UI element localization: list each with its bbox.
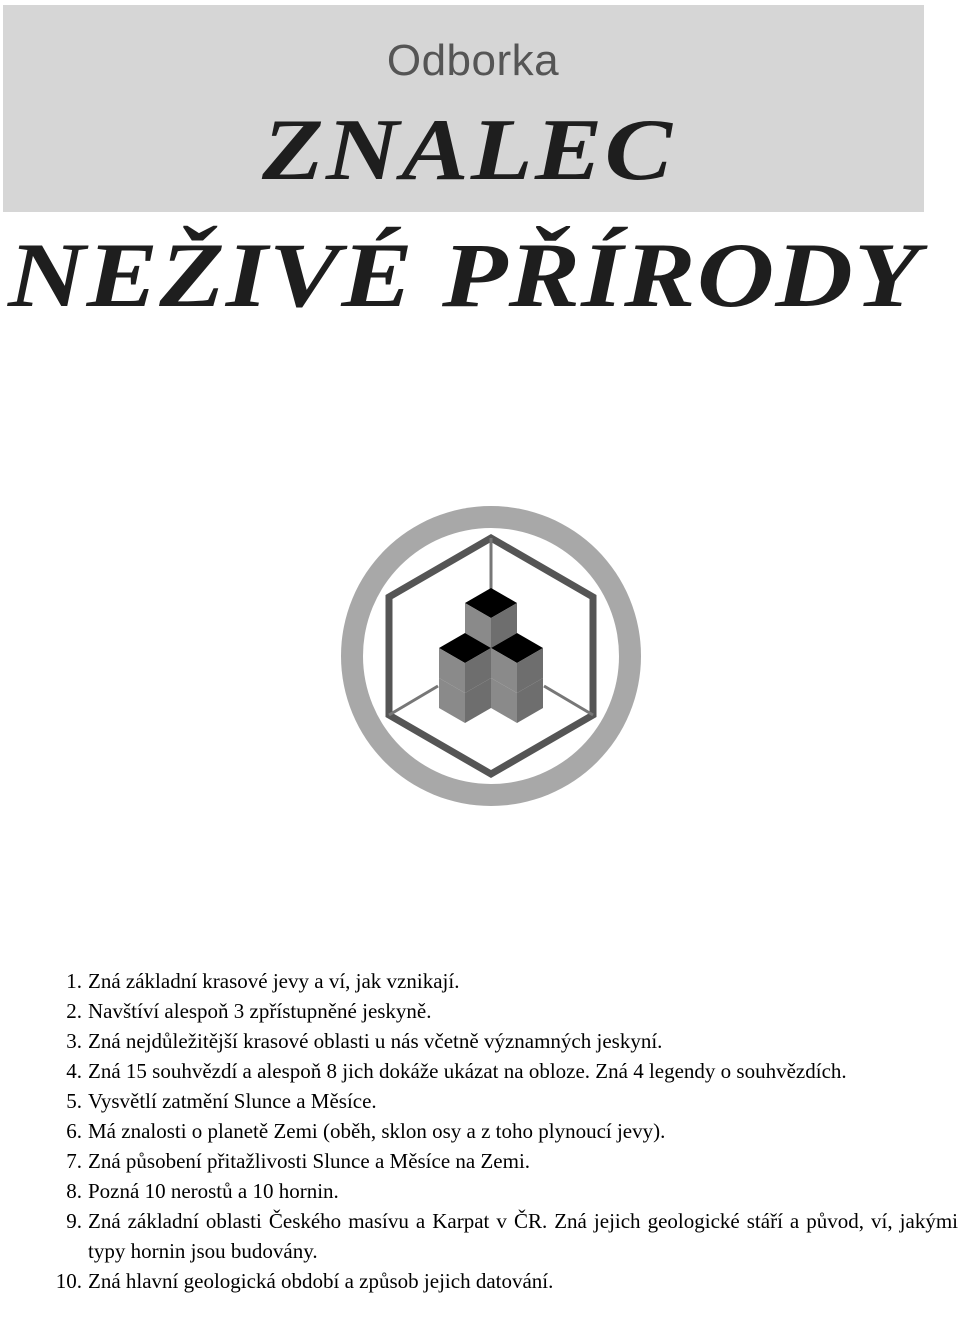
- item-number: 1.: [66, 969, 82, 993]
- item-text: Vysvětlí zatmění Slunce a Měsíce.: [88, 1089, 377, 1113]
- item-text: Zná nejdůležitější krasové oblasti u nás včetně významných jeskyní.: [88, 1029, 663, 1053]
- item-number: 3.: [66, 1029, 82, 1053]
- cubes-hexagon-emblem-icon: [338, 503, 644, 809]
- list-item: [42, 1266, 958, 1296]
- list-item: [42, 1086, 958, 1116]
- item-number: 2.: [66, 999, 82, 1023]
- item-number: 9.: [66, 1209, 82, 1233]
- item-text: Má znalosti o planetě Zemi (oběh, sklon osy a z toho plynoucí jevy).: [88, 1119, 666, 1143]
- item-text: Pozná 10 nerostů a 10 hornin.: [88, 1179, 339, 1203]
- badge-title-line-1: ZNALEC: [262, 102, 675, 199]
- badge-subtitle: Odborka: [386, 36, 560, 85]
- item-number: 6.: [66, 1119, 82, 1143]
- item-text: Zná 15 souhvězdí a alespoň 8 jich dokáže ukázat na obloze. Zná 4 legendy o souhvězdích.: [88, 1059, 847, 1083]
- item-text: Zná působení přitažlivosti Slunce a Měsíce na Zemi.: [88, 1149, 531, 1173]
- item-number: 7.: [66, 1149, 82, 1173]
- list-item: [42, 1116, 958, 1146]
- requirements-list: [42, 966, 958, 1296]
- list-item: [42, 1206, 958, 1266]
- list-item: [42, 1146, 958, 1176]
- list-item: [42, 1026, 958, 1056]
- item-text: Zná základní oblasti Českého masívu a Karpat v ČR. Zná jejich geologické stáří a původ, ví, jakými typy hornin jsou budovány.: [88, 1209, 958, 1263]
- list-item: [42, 1056, 958, 1086]
- item-number: 4.: [66, 1059, 82, 1083]
- list-item: [42, 966, 958, 996]
- item-text: Navštíví alespoň 3 zpřístupněné jeskyně.: [88, 999, 432, 1023]
- item-number: 5.: [66, 1089, 82, 1113]
- list-item: [42, 996, 958, 1026]
- badge-title-line-2: NEŽIVÉ PŘÍRODY: [8, 224, 921, 326]
- list-item: [42, 1176, 958, 1206]
- item-number: 8.: [66, 1179, 82, 1203]
- item-text: Zná základní krasové jevy a ví, jak vznikají.: [88, 969, 460, 993]
- item-text: Zná hlavní geologická období a způsob jejich datování.: [88, 1269, 554, 1293]
- item-number: 10.: [55, 1269, 82, 1293]
